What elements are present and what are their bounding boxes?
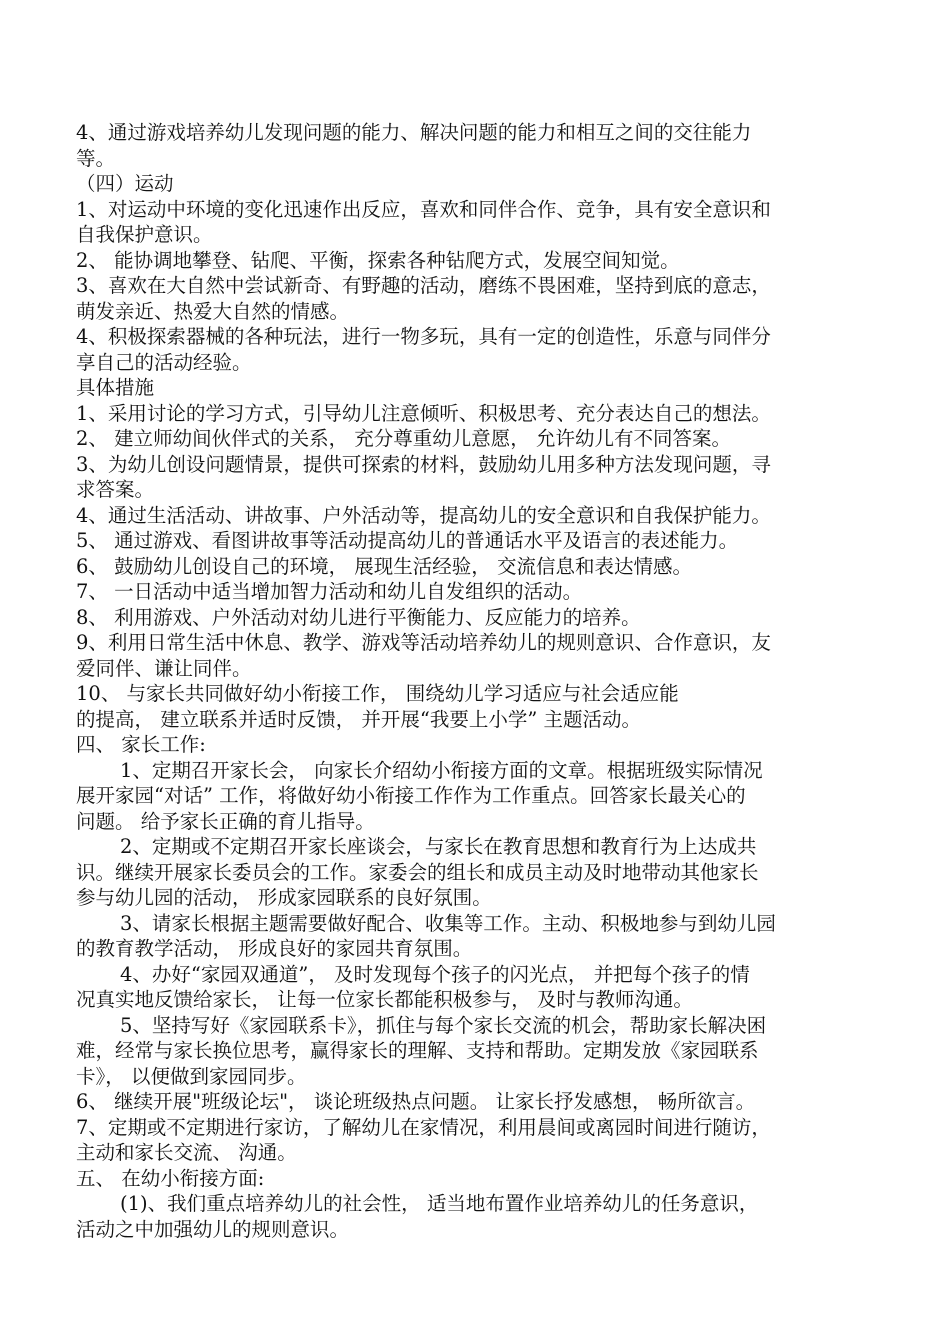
text-line: 10、 与家长共同做好幼小衔接工作， 围绕幼儿学习适应与社会适应能 (76, 682, 679, 705)
text-line: 2、 能协调地攀登、钻爬、平衡，探索各种钻爬方式，发展空间知觉。 (76, 248, 680, 272)
text-line: 8、 利用游戏、户外活动对幼儿进行平衡能力、反应能力的培养。 (76, 605, 641, 629)
text-line: 3、请家长根据主题需要做好配合、收集等工作。主动、积极地参与到幼儿园 (120, 911, 776, 935)
text-line: 7、 一日活动中适当增加智力活动和幼儿自发组织的活动。 (76, 580, 583, 603)
text-line: 四、 家长工作: (76, 733, 206, 756)
text-line: 等。 (76, 146, 116, 170)
text-line: 1、对运动中环境的变化迅速作出反应，喜欢和同伴合作、竞争，具有安全意识和 (76, 197, 771, 221)
text-line: 难，经常与家长换位思考，赢得家长的理解、支持和帮助。定期发放《家园联系 (76, 1039, 759, 1062)
text-line: 6、 鼓励幼儿创设自己的环境， 展现生活经验， 交流信息和表达情感。 (76, 554, 693, 578)
text-line: 4、办好“家园双通道”， 及时发现每个孩子的闪光点， 并把每个孩子的情 (120, 962, 750, 986)
text-line: 展开家园“对话” 工作，将做好幼小衔接工作作为工作重点。回答家长最关心的 (76, 784, 746, 807)
text-line: 参与幼儿园的活动， 形成家园联系的良好氛围。 (76, 886, 492, 909)
text-line: （四）运动 (76, 172, 174, 195)
text-line: 识。继续开展家长委员会的工作。家委会的组长和成员主动及时地带动其他家长 (76, 860, 759, 884)
text-line: 5、 通过游戏、看图讲故事等活动提高幼儿的普通话水平及语言的表述能力。 (76, 529, 739, 552)
text-line: 问题。 给予家长正确的育儿指导。 (76, 809, 375, 833)
text-line: 6、 继续开展"班级论坛"， 谈论班级热点问题。 让家长抒发感想， 畅所欲言。 (76, 1090, 756, 1113)
text-line: 萌发亲近、热爱大自然的情感。 (76, 299, 350, 323)
text-line: 4、通过游戏培养幼儿发现问题的能力、解决问题的能力和相互之间的交往能力 (76, 121, 752, 144)
text-line: 主动和家长交流、 沟通。 (76, 1141, 297, 1164)
text-line: 求答案。 (76, 478, 155, 501)
text-line: 卡》， 以便做到家园同步。 (76, 1064, 307, 1088)
text-line: 4、通过生活活动、讲故事、户外活动等，提高幼儿的安全意识和自我保护能力。 (76, 503, 771, 527)
text-line: 具体措施 (76, 376, 155, 399)
text-line: 2、定期或不定期召开家长座谈会，与家长在教育思想和教育行为上达成共 (120, 835, 757, 858)
text-line: 3、为幼儿创设问题情景，提供可探索的材料，鼓励幼儿用多种方法发现问题，寻 (76, 452, 771, 476)
text-line: 自我保护意识。 (76, 223, 213, 246)
text-line: 五、 在幼小衔接方面: (76, 1166, 265, 1190)
text-line: (1)、我们重点培养幼儿的社会性， 适当地布置作业培养幼儿的任务意识， (120, 1192, 759, 1215)
text-line: 3、喜欢在大自然中尝试新奇、有野趣的活动，磨练不畏困难，坚持到底的意志， (76, 274, 771, 297)
text-line: 7、定期或不定期进行家访，了解幼儿在家情况，利用晨间或离园时间进行随访， (76, 1115, 771, 1139)
text-line: 爱同伴、谦让同伴。 (76, 656, 252, 680)
text-line: 2、 建立师幼间伙伴式的关系， 充分尊重幼儿意愿， 允许幼儿有不同答案。 (76, 427, 732, 450)
text-line: 9、利用日常生活中休息、教学、游戏等活动培养幼儿的规则意识、合作意识，友 (76, 631, 771, 654)
text-line: 1、采用讨论的学习方式，引导幼儿注意倾听、积极思考、充分表达自己的想法。 (76, 401, 771, 425)
text-line: 况真实地反馈给家长， 让每一位家长都能积极参与， 及时与教师沟通。 (76, 988, 693, 1011)
text-line: 的提高， 建立联系并适时反馈， 并开展“我要上小学” 主题活动。 (76, 707, 642, 731)
text-line: 4、积极探索器械的各种玩法，进行一物多玩，具有一定的创造性，乐意与同伴分 (76, 325, 771, 348)
text-line: 的教育教学活动， 形成良好的家园共育氛围。 (76, 937, 473, 960)
text-line: 活动之中加强幼儿的规则意识。 (76, 1217, 350, 1241)
text-line: 5、坚持写好《家园联系卡》，抓住与每个家长交流的机会，帮助家长解决困 (120, 1013, 767, 1037)
text-line: 1、定期召开家长会， 向家长介绍幼小衔接方面的文章。根据班级实际情况 (120, 758, 763, 782)
document-body (76, 120, 894, 1242)
text-line: 享自己的活动经验。 (76, 350, 252, 374)
